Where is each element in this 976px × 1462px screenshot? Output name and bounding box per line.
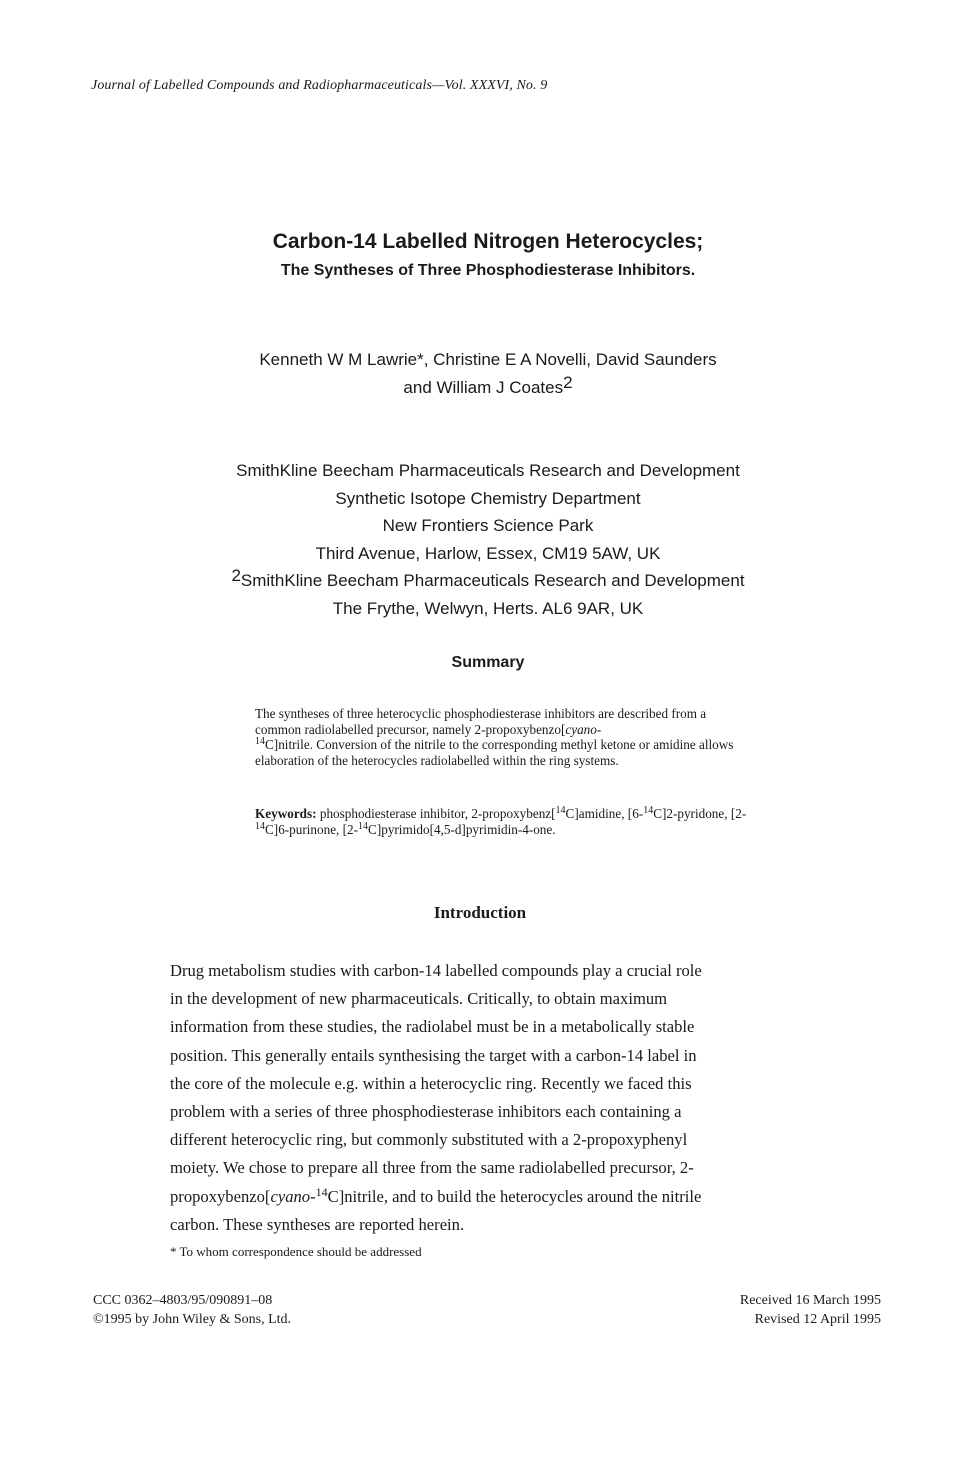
intro-line-3: information from these studies, the radiolabel must be in a metabolically stable (170, 1017, 695, 1037)
summary-paragraph (255, 706, 755, 768)
keywords-text-c: C]2-pyridone, [2- (653, 806, 747, 821)
intro-line-9-a: propoxybenzo[ (170, 1186, 271, 1206)
affiliation-line-6: The Frythe, Welwyn, Herts. AL6 9AR, UK (332, 598, 644, 618)
keywords-paragraph (255, 806, 755, 837)
author-line-2-text: and William J Coates (403, 378, 564, 397)
keywords-text-d: C]6-purinone, [2- (265, 821, 359, 837)
affiliation-line-1: SmithKline Beecham Pharmaceuticals Research and Development (236, 461, 740, 480)
journal-header: Journal of Labelled Compounds and Radiopharmaceuticals—Vol. XXXVI, No. 9 (91, 78, 548, 93)
intro-line-9 (170, 1183, 790, 1211)
keywords-label: Keywords: (255, 806, 317, 821)
author-line-1: Kenneth W M Lawrie*, Christine E A Novelli, David Saunders (259, 350, 717, 369)
keywords-text-e: C]pyrimido[4,5-d]pyrimidin-4-one. (368, 821, 556, 837)
intro-line-2: in the development of new pharmaceuticals. Critically, to obtain maximum (170, 989, 668, 1009)
affiliation-line-5-text: SmithKline Beecham Pharmaceuticals Research and Development (240, 571, 745, 591)
keywords-sup-1: 14 (555, 805, 566, 816)
correspondence-footnote: * To whom correspondence should be addressed (170, 1244, 422, 1259)
author-affiliation-mark: 2 (563, 373, 573, 392)
affiliation-line-5 (0, 567, 976, 595)
keywords-sup-3: 14 (255, 820, 265, 832)
keywords-sup-4: 14 (358, 820, 369, 832)
copyright-notice: ©1995 by John Wiley & Sons, Ltd. (93, 1312, 292, 1327)
intro-line-5: the core of the molecule e.g. within a heterocyclic ring. Recently we faced this (170, 1073, 692, 1093)
intro-line-1: Drug metabolism studies with carbon-14 labelled compounds play a crucial role (170, 961, 702, 980)
affiliation-line-4: Third Avenue, Harlow, Essex, CM19 5AW, UK (315, 543, 661, 563)
summary-heading: Summary (451, 654, 525, 671)
summary-italic: cyano- (565, 721, 602, 737)
summary-text-a: The syntheses of three heterocyclic phosphodiesterase inhibitors are described from a common radiolabelled precursor, namely 2-propoxybenzo[ (255, 706, 707, 737)
intro-line-9-sup: 14 (315, 1184, 328, 1199)
introduction-heading: Introduction (433, 903, 527, 922)
paper-subtitle: The Syntheses of Three Phosphodiesterase Inhibitors. (280, 262, 696, 279)
keywords-text-b: C]amidine, [6- (565, 806, 644, 821)
ccc-code: CCC 0362–4803/95/090891–08 (93, 1293, 273, 1308)
keywords-sup-2: 14 (643, 805, 654, 816)
received-date: Received 16 March 1995 (739, 1293, 881, 1308)
intro-line-9-b: C]nitrile, and to build the heterocycles around the nitrile (327, 1186, 702, 1206)
author-line-2 (0, 374, 976, 402)
author-list (0, 346, 976, 402)
intro-line-8: moiety. We chose to prepare all three from the same radiolabelled precursor, 2- (170, 1158, 694, 1178)
affiliation-line-3: New Frontiers Science Park (382, 516, 594, 536)
intro-line-6: problem with a series of three phosphodiesterase inhibitors each containing a (170, 1102, 682, 1122)
keywords-text-a: phosphodiesterase inhibitor, 2-propoxybenz[ (316, 806, 556, 821)
intro-line-10: carbon. These syntheses are reported herein. (170, 1214, 465, 1234)
intro-line-4: position. This generally entails synthesising the target with a carbon-14 label in (170, 1045, 697, 1065)
affiliation-mark: 2 (231, 566, 241, 586)
intro-line-7: different heterocyclic ring, but commonly substituted with a 2-propoxyphenyl (170, 1130, 688, 1150)
paper-title: Carbon-14 Labelled Nitrogen Heterocycles; (272, 230, 704, 253)
summary-superscript: 14 (255, 736, 265, 748)
revised-date: Revised 12 April 1995 (754, 1312, 881, 1327)
ccc-code-block (93, 1291, 291, 1329)
affiliation-line-2: Synthetic Isotope Chemistry Department (335, 488, 641, 508)
summary-text-b: C]nitrile. Conversion of the nitrile to the corresponding methyl ketone or amidine allows elaboration of the heterocycles radiolabelled within the ring systems. (255, 737, 734, 768)
affiliations (0, 457, 976, 623)
received-dates (740, 1291, 881, 1329)
intro-line-9-italic: cyano- (270, 1186, 316, 1206)
introduction-body (170, 957, 790, 1239)
